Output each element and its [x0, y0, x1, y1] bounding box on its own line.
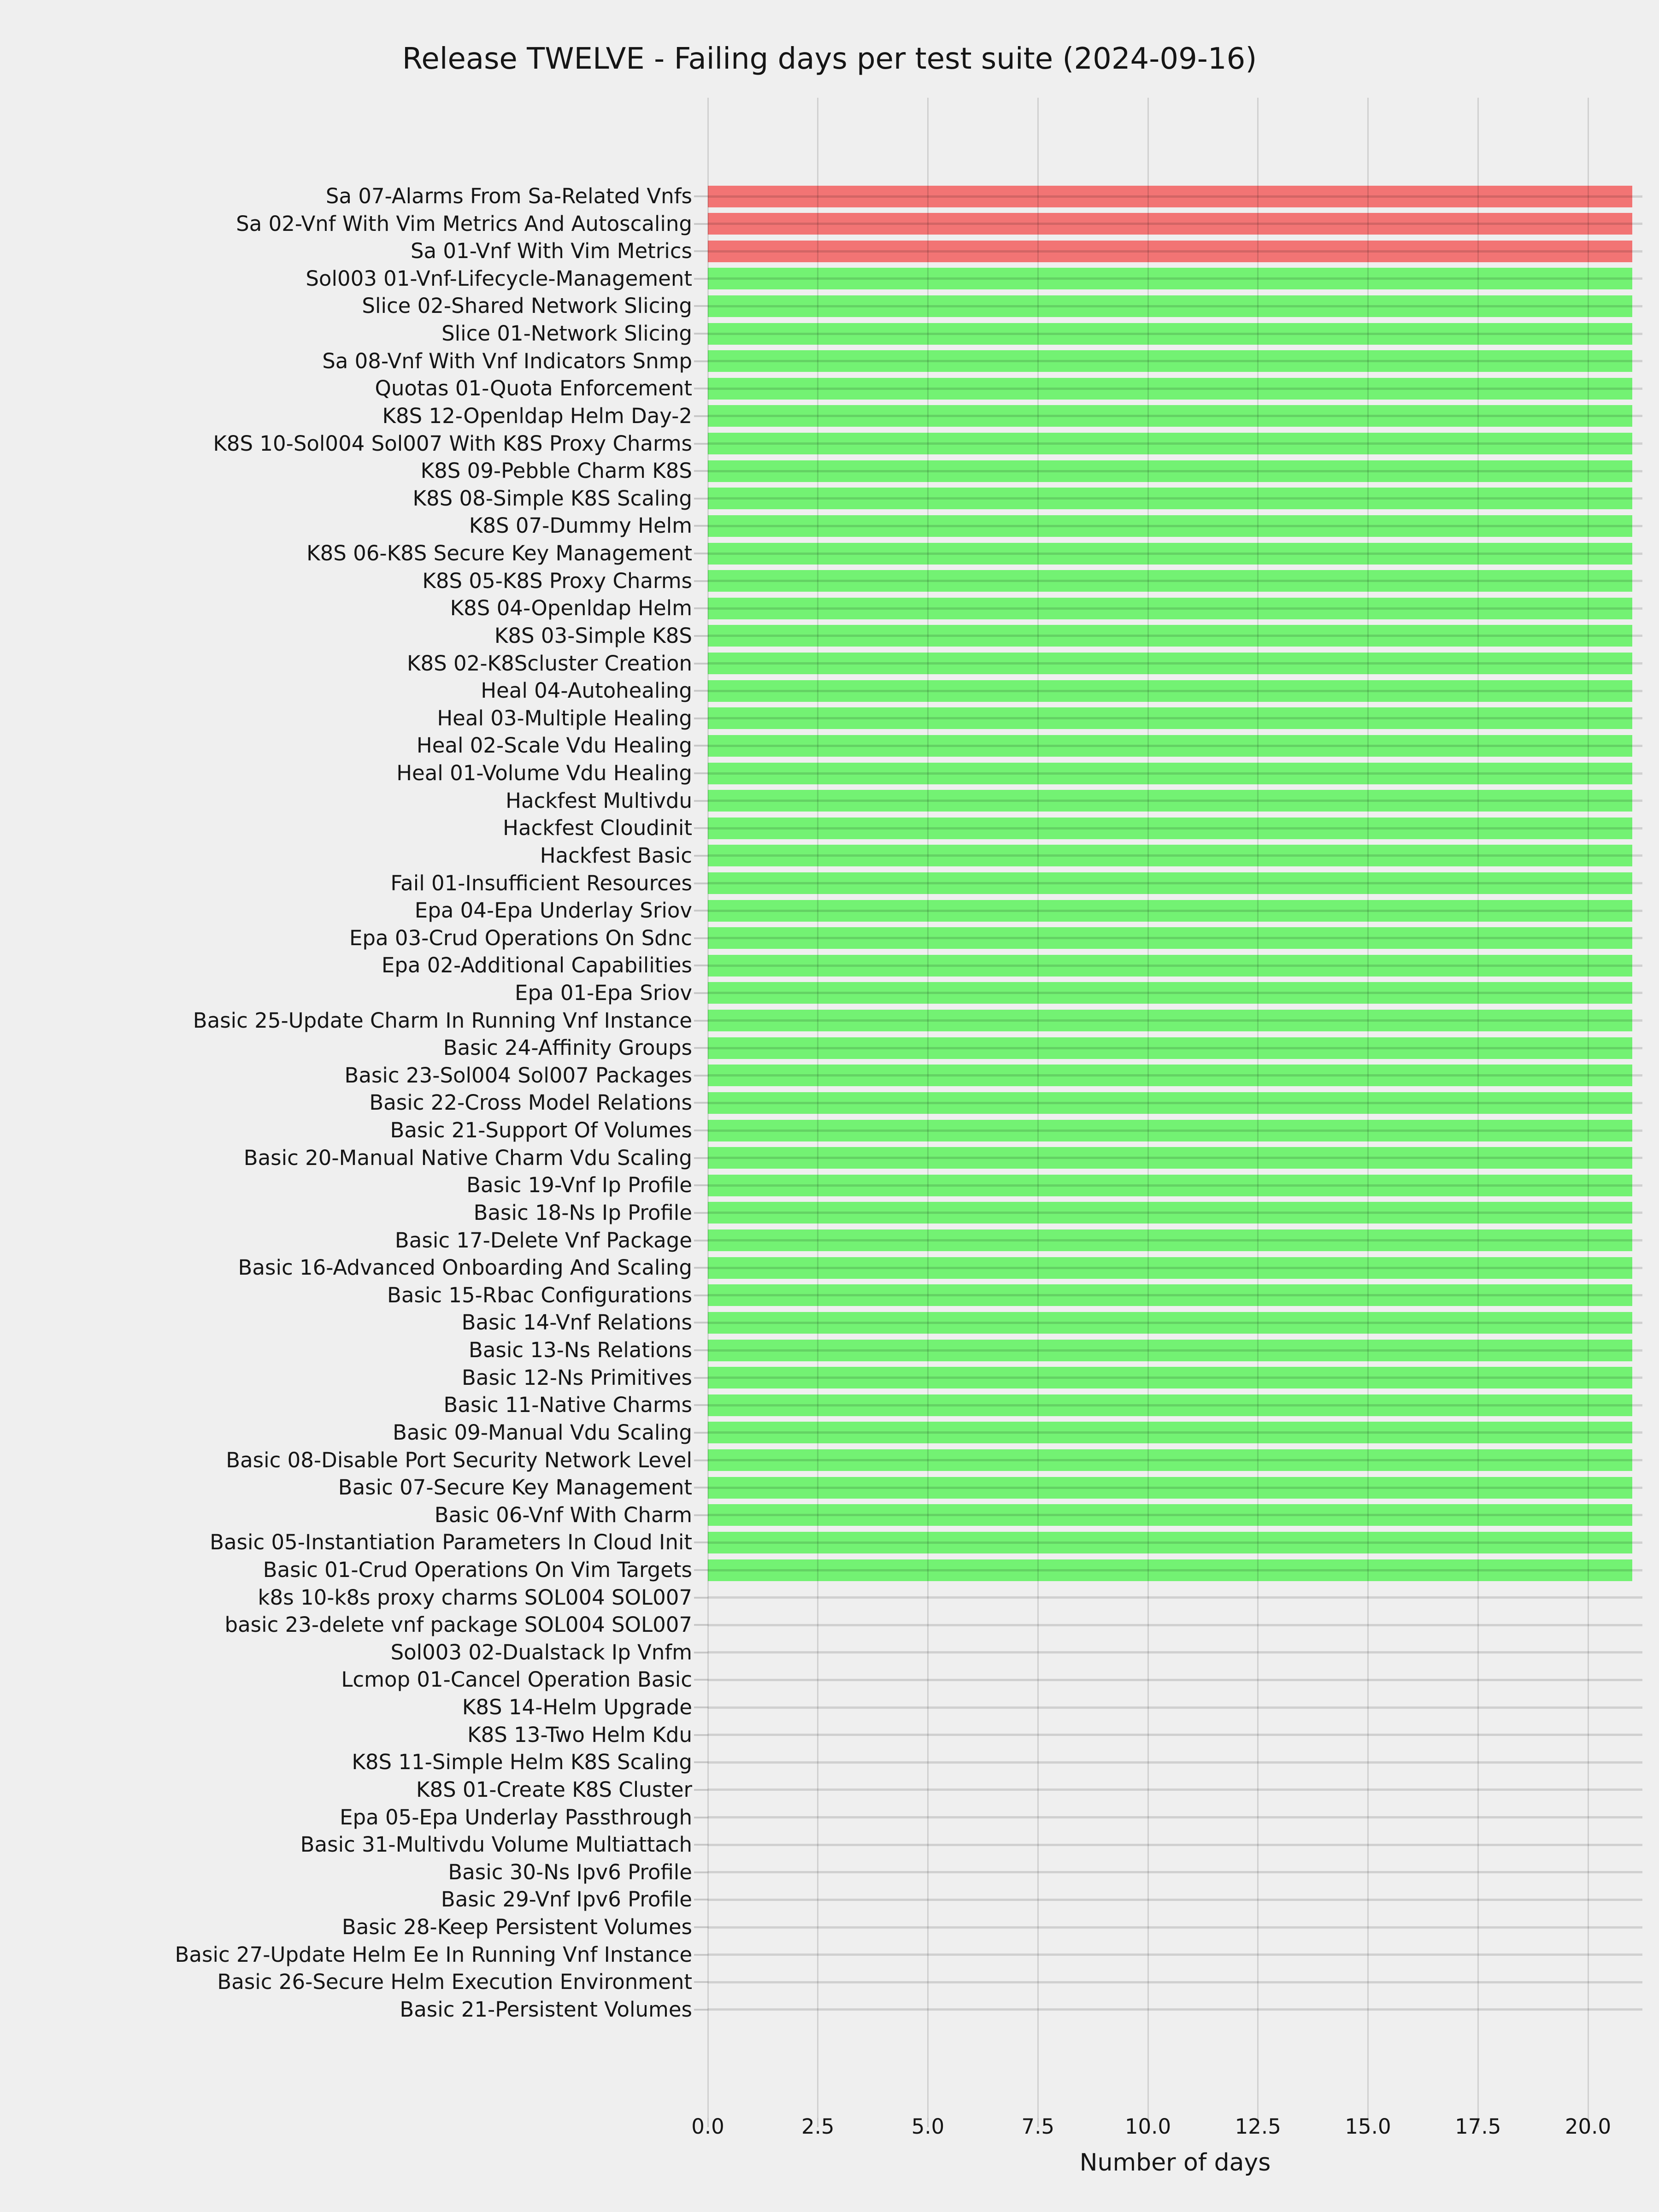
h-gridline [708, 1487, 1642, 1489]
h-gridline [708, 250, 1642, 253]
y-tick-mark [694, 1926, 708, 1928]
y-tick-label: Basic 14-Vnf Relations [461, 1310, 692, 1335]
y-tick-label: Epa 02-Additional Capabilities [381, 953, 692, 978]
h-gridline [708, 1184, 1642, 1187]
y-tick-mark [694, 388, 708, 389]
y-tick-label: Basic 18-Ns Ip Profile [473, 1200, 692, 1225]
y-tick-label: Basic 23-Sol004 Sol007 Packages [344, 1063, 692, 1088]
x-tick-label: 12.5 [1235, 2114, 1281, 2139]
y-tick-label: k8s 10-k8s proxy charms SOL004 SOL007 [258, 1585, 692, 1610]
y-tick-mark [694, 1487, 708, 1488]
h-gridline [708, 1596, 1642, 1599]
v-gridline [1147, 98, 1149, 2118]
y-tick-mark [694, 333, 708, 335]
y-tick-label: Basic 08-Disable Port Security Network Level [226, 1447, 692, 1472]
y-tick-mark [694, 223, 708, 225]
v-gridline [817, 98, 818, 2118]
y-tick-mark [694, 1789, 708, 1791]
y-tick-mark [694, 1404, 708, 1406]
h-gridline [708, 497, 1642, 500]
h-gridline [708, 854, 1642, 857]
y-tick-mark [694, 553, 708, 554]
y-tick-mark [694, 800, 708, 802]
x-tick-label: 0.0 [691, 2114, 724, 2139]
y-tick-mark [694, 1844, 708, 1846]
y-tick-label: Slice 02-Shared Network Slicing [362, 294, 692, 318]
h-gridline [708, 1157, 1642, 1159]
v-gridline [1257, 98, 1259, 2118]
h-gridline [708, 1322, 1642, 1324]
y-tick-mark [694, 1817, 708, 1818]
y-tick-label: Sa 02-Vnf With Vim Metrics And Autoscaling [236, 211, 692, 236]
y-tick-label: K8S 07-Dummy Helm [469, 513, 692, 538]
y-tick-label: Quotas 01-Quota Enforcement [375, 376, 692, 401]
h-gridline [708, 442, 1642, 445]
y-tick-label: Hackfest Cloudinit [503, 816, 692, 841]
v-gridline [1477, 98, 1479, 2118]
y-tick-mark [694, 772, 708, 774]
y-tick-mark [694, 1267, 708, 1269]
y-tick-label: Sol003 02-Dualstack Ip Vnfm [390, 1640, 692, 1665]
y-tick-label: Heal 02-Scale Vdu Healing [416, 733, 692, 758]
y-tick-mark [694, 195, 708, 197]
y-tick-label: Heal 03-Multiple Healing [437, 706, 692, 730]
y-tick-label: Epa 05-Epa Underlay Passthrough [340, 1805, 692, 1830]
y-tick-label: Sa 07-Alarms From Sa-Related Vnfs [325, 184, 692, 208]
h-gridline [708, 1459, 1642, 1461]
h-gridline [708, 1706, 1642, 1709]
h-gridline [708, 827, 1642, 830]
y-tick-label: Basic 19-Vnf Ip Profile [466, 1173, 692, 1198]
y-tick-mark [694, 498, 708, 500]
y-tick-label: Basic 21-Support Of Volumes [390, 1118, 692, 1143]
h-gridline [708, 1734, 1642, 1736]
h-gridline [708, 1239, 1642, 1241]
h-gridline [708, 772, 1642, 775]
y-tick-mark [694, 1184, 708, 1186]
h-gridline [708, 1981, 1642, 1983]
y-tick-label: Basic 24-Affinity Groups [443, 1035, 692, 1060]
y-tick-mark [694, 1597, 708, 1599]
y-tick-mark [694, 882, 708, 884]
y-tick-mark [694, 1047, 708, 1049]
y-tick-label: K8S 04-Openldap Helm [450, 596, 692, 621]
y-tick-mark [694, 1706, 708, 1708]
y-tick-mark [694, 1624, 708, 1626]
x-tick-label: 17.5 [1455, 2114, 1501, 2139]
x-tick-label: 10.0 [1124, 2114, 1171, 2139]
h-gridline [708, 910, 1642, 912]
h-gridline [708, 690, 1642, 692]
y-tick-label: Basic 26-Secure Helm Execution Environment [217, 1970, 692, 1994]
plot-area [708, 98, 1642, 2118]
h-gridline [708, 635, 1642, 637]
y-tick-label: Lcmop 01-Cancel Operation Basic [341, 1667, 692, 1692]
h-gridline [708, 965, 1642, 967]
y-tick-mark [694, 1212, 708, 1214]
h-gridline [708, 1899, 1642, 1901]
h-gridline [708, 388, 1642, 390]
h-gridline [708, 1816, 1642, 1818]
y-tick-label: Basic 20-Manual Native Charm Vdu Scaling [243, 1145, 692, 1170]
y-tick-label: K8S 03-Simple K8S [494, 623, 692, 648]
y-tick-label: Basic 05-Instantiation Parameters In Cloud Init [210, 1530, 692, 1555]
h-gridline [708, 470, 1642, 472]
h-gridline [708, 717, 1642, 719]
y-tick-mark [694, 607, 708, 609]
y-tick-label: K8S 10-Sol004 Sol007 With K8S Proxy Charms [213, 431, 692, 456]
y-tick-mark [694, 1349, 708, 1351]
h-gridline [708, 1102, 1642, 1104]
y-tick-label: basic 23-delete vnf package SOL004 SOL007 [224, 1612, 692, 1637]
v-gridline [1037, 98, 1039, 2118]
h-gridline [708, 1294, 1642, 1296]
y-tick-label: K8S 06-K8S Secure Key Management [306, 541, 692, 566]
y-tick-mark [694, 443, 708, 445]
y-tick-label: Basic 13-Ns Relations [468, 1338, 692, 1363]
h-gridline [708, 937, 1642, 939]
y-tick-mark [694, 2009, 708, 2011]
y-tick-mark [694, 1954, 708, 1956]
y-tick-mark [694, 305, 708, 307]
y-tick-mark [694, 1020, 708, 1022]
y-tick-label: Basic 17-Delete Vnf Package [394, 1228, 692, 1253]
y-tick-label: Basic 15-Rbac Configurations [387, 1282, 692, 1307]
y-tick-label: K8S 11-Simple Helm K8S Scaling [352, 1750, 692, 1775]
h-gridline [708, 1651, 1642, 1653]
h-gridline [708, 992, 1642, 994]
x-tick-label: 5.0 [911, 2114, 945, 2139]
x-tick-label: 15.0 [1345, 2114, 1391, 2139]
y-tick-mark [694, 1075, 708, 1077]
y-tick-mark [694, 278, 708, 280]
h-gridline [708, 1761, 1642, 1764]
y-tick-label: Basic 25-Update Charm In Running Vnf Instance [193, 1008, 692, 1033]
y-tick-label: Heal 01-Volume Vdu Healing [396, 761, 692, 786]
h-gridline [708, 277, 1642, 280]
h-gridline [708, 415, 1642, 417]
y-tick-label: Basic 07-Secure Key Management [338, 1475, 692, 1500]
y-tick-mark [694, 1761, 708, 1763]
y-tick-mark [694, 1652, 708, 1653]
y-tick-mark [694, 1322, 708, 1324]
y-tick-label: K8S 02-K8Scluster Creation [407, 651, 692, 676]
y-tick-label: K8S 05-K8S Proxy Charms [422, 568, 692, 593]
x-tick-label: 2.5 [801, 2114, 835, 2139]
h-gridline [708, 1926, 1642, 1929]
y-tick-label: Basic 28-Keep Persistent Volumes [341, 1915, 692, 1940]
chart-title: Release TWELVE - Failing days per test suite (2024-09-16) [402, 42, 1257, 76]
y-tick-label: Epa 04-Epa Underlay Sriov [414, 898, 692, 923]
h-gridline [708, 1844, 1642, 1846]
h-gridline [708, 223, 1642, 225]
h-gridline [708, 360, 1642, 362]
y-tick-label: K8S 09-Pebble Charm K8S [420, 459, 692, 483]
y-tick-mark [694, 1899, 708, 1900]
y-tick-mark [694, 965, 708, 966]
y-tick-mark [694, 1734, 708, 1736]
y-tick-mark [694, 1157, 708, 1159]
h-gridline [708, 1541, 1642, 1544]
y-tick-mark [694, 910, 708, 912]
y-tick-label: Sa 01-Vnf With Vim Metrics [410, 239, 692, 264]
y-tick-mark [694, 1541, 708, 1543]
h-gridline [708, 580, 1642, 582]
y-tick-label: Basic 29-Vnf Ipv6 Profile [441, 1887, 692, 1912]
y-axis-labels [0, 0, 692, 2212]
y-tick-mark [694, 360, 708, 362]
y-tick-label: K8S 08-Simple K8S Scaling [412, 486, 692, 511]
y-tick-label: Slice 01-Network Slicing [441, 321, 692, 346]
y-tick-label: Basic 27-Update Helm Ee In Running Vnf Instance [175, 1942, 692, 1967]
h-gridline [708, 1047, 1642, 1049]
y-tick-mark [694, 1130, 708, 1131]
y-tick-label: Hackfest Multivdu [506, 788, 692, 813]
y-tick-mark [694, 1981, 708, 1983]
y-tick-mark [694, 1102, 708, 1104]
y-tick-mark [694, 415, 708, 417]
y-tick-label: Basic 09-Manual Vdu Scaling [393, 1420, 692, 1445]
h-gridline [708, 800, 1642, 802]
h-gridline [708, 1953, 1642, 1956]
v-gridline [927, 98, 929, 2118]
y-tick-label: Basic 31-Multivdu Volume Multiattach [300, 1832, 692, 1857]
y-tick-mark [694, 250, 708, 252]
h-gridline [708, 525, 1642, 527]
h-gridline [708, 1019, 1642, 1022]
y-tick-mark [694, 525, 708, 527]
y-tick-mark [694, 745, 708, 747]
h-gridline [708, 662, 1642, 665]
y-tick-mark [694, 1514, 708, 1516]
y-tick-label: Sa 08-Vnf With Vnf Indicators Snmp [322, 348, 692, 373]
y-tick-mark [694, 663, 708, 665]
y-tick-label: K8S 12-Openldap Helm Day-2 [382, 403, 692, 428]
v-gridline [1367, 98, 1369, 2118]
y-tick-mark [694, 1569, 708, 1571]
y-tick-label: Sol003 01-Vnf-Lifecycle-Management [306, 266, 692, 291]
y-tick-mark [694, 718, 708, 719]
h-gridline [708, 607, 1642, 610]
y-tick-mark [694, 1377, 708, 1379]
y-tick-mark [694, 1240, 708, 1241]
y-tick-label: Hackfest Basic [540, 843, 692, 868]
y-tick-mark [694, 690, 708, 692]
y-tick-mark [694, 1294, 708, 1296]
h-gridline [708, 1871, 1642, 1873]
h-gridline [708, 1377, 1642, 1379]
h-gridline [708, 1212, 1642, 1214]
h-gridline [708, 333, 1642, 335]
y-tick-label: Fail 01-Insufficient Resources [390, 871, 692, 895]
y-tick-label: Epa 01-Epa Sriov [515, 980, 692, 1005]
h-gridline [708, 2008, 1642, 2011]
h-gridline [708, 1130, 1642, 1132]
y-tick-label: Basic 11-Native Charms [443, 1393, 692, 1418]
y-tick-mark [694, 937, 708, 939]
h-gridline [708, 882, 1642, 884]
y-tick-mark [694, 580, 708, 582]
y-tick-label: K8S 13-Two Helm Kdu [467, 1722, 692, 1747]
h-gridline [708, 1514, 1642, 1516]
h-gridline [708, 1074, 1642, 1077]
y-tick-label: K8S 01-Create K8S Cluster [416, 1777, 692, 1802]
y-tick-mark [694, 1459, 708, 1461]
y-tick-mark [694, 1679, 708, 1681]
h-gridline [708, 745, 1642, 747]
h-gridline [708, 1679, 1642, 1681]
y-tick-mark [694, 470, 708, 472]
y-tick-label: Basic 01-Crud Operations On Vim Targets [263, 1558, 692, 1582]
v-gridline [1588, 98, 1589, 2118]
y-tick-mark [694, 992, 708, 994]
y-tick-label: Basic 12-Ns Primitives [462, 1365, 692, 1390]
y-tick-label: Basic 21-Persistent Volumes [400, 1997, 692, 2022]
y-tick-label: Basic 06-Vnf With Charm [434, 1502, 692, 1527]
h-gridline [708, 1431, 1642, 1434]
y-tick-label: Basic 22-Cross Model Relations [369, 1090, 692, 1115]
y-tick-mark [694, 827, 708, 829]
x-tick-label: 7.5 [1021, 2114, 1055, 2139]
x-axis-title: Number of days [1079, 2149, 1271, 2177]
h-gridline [708, 1624, 1642, 1626]
y-tick-mark [694, 855, 708, 857]
y-tick-label: Basic 30-Ns Ipv6 Profile [448, 1859, 692, 1884]
h-gridline [708, 553, 1642, 555]
y-tick-mark [694, 635, 708, 637]
h-gridline [708, 1404, 1642, 1406]
h-gridline [708, 1569, 1642, 1571]
y-tick-label: Heal 04-Autohealing [481, 678, 692, 703]
h-gridline [708, 1267, 1642, 1269]
y-tick-mark [694, 1871, 708, 1873]
h-gridline [708, 195, 1642, 198]
v-gridline [707, 98, 709, 2118]
h-gridline [708, 305, 1642, 307]
h-gridline [708, 1349, 1642, 1352]
y-tick-label: Epa 03-Crud Operations On Sdnc [349, 925, 692, 950]
y-tick-label: K8S 14-Helm Upgrade [462, 1695, 692, 1720]
y-tick-label: Basic 16-Advanced Onboarding And Scaling [238, 1255, 692, 1280]
y-tick-mark [694, 1432, 708, 1434]
x-tick-label: 20.0 [1565, 2114, 1612, 2139]
h-gridline [708, 1788, 1642, 1791]
